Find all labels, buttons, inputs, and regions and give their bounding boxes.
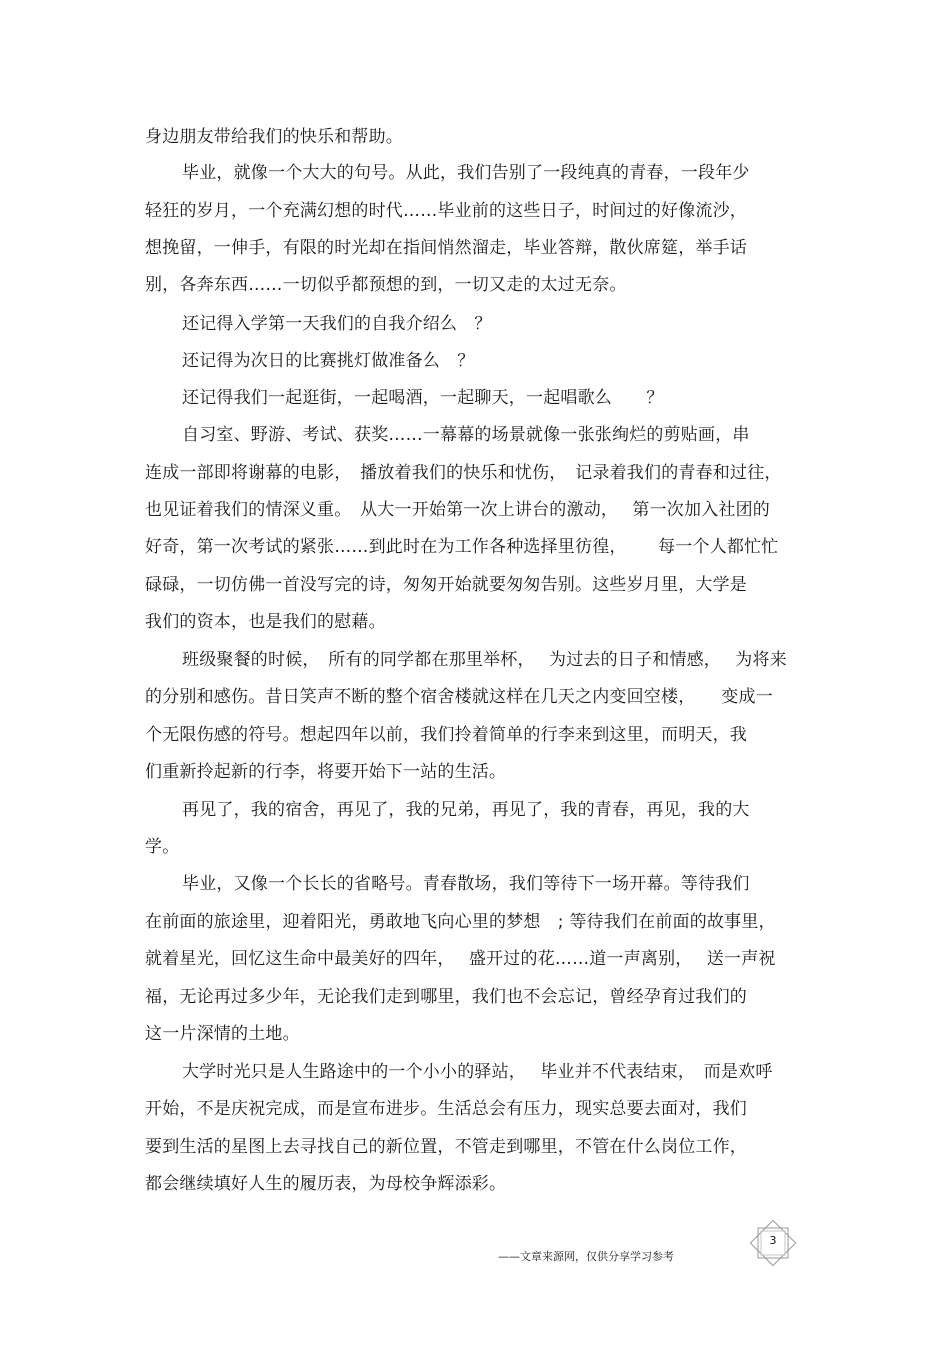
text-line: 开始，不是庆祝完成，而是宣布进步。生活总会有压力，现实总要去面对，我们 xyxy=(145,1099,747,1119)
text-line: 要到生活的星图上去寻找自己的新位置，不管走到哪里，不管在什么岗位工作， xyxy=(145,1137,747,1157)
text-line: 个无限伤感的符号。想起四年以前，我们拎着简单的行李来到这里，而明天，我 xyxy=(145,725,747,745)
text-line: 都会继续填好人生的履历表，为母校争辉添彩。 xyxy=(145,1174,507,1194)
text-line: 的分别和感伤。昔日笑声不断的整个宿舍楼就这样在几天之内变回空楼， 变成一 xyxy=(145,687,773,707)
text-line: 轻狂的岁月，一个充满幻想的时代……毕业前的这些日子，时间过的好像流沙， xyxy=(145,201,747,221)
text-line: 还记得我们一起逛街，一起喝酒，一起聊天，一起唱歌么 ？ xyxy=(182,388,664,408)
text-line: 大学时光只是人生路途中的一个小小的驿站， 毕业并不代表结束， 而是欢呼 xyxy=(182,1062,773,1082)
text-line: 福，无论再过多少年，无论我们走到哪里，我们也不会忘记，曾经孕育过我们的 xyxy=(145,987,747,1007)
page-number: 3 xyxy=(769,1234,777,1247)
text-line: 好奇，第一次考试的紧张……到此时在为工作各种选择里彷徨， 每一个人都忙忙 xyxy=(145,537,779,557)
text-line: 再见了，我的宿舍，再见了，我的兄弟，再见了，我的青春，再见，我的大 xyxy=(182,800,750,820)
text-line: 就着星光，回忆这生命中最美好的四年， 盛开过的花……道一声离别， 送一声祝 xyxy=(145,949,776,969)
text-line: 碌碌，一切仿佛一首没写完的诗，匆匆开始就要匆匆告别。这些岁月里，大学是 xyxy=(145,575,747,595)
text-line: 学。 xyxy=(145,837,180,857)
text-line: 身边朋友带给我们的快乐和帮助。 xyxy=(145,127,403,147)
text-line: 我们的资本，也是我们的慰藉。 xyxy=(145,612,386,632)
text-line: 们重新拎起新的行李，将要开始下一站的生活。 xyxy=(145,762,507,782)
text-line: 在前面的旅途里，迎着阳光，勇敢地飞向心里的梦想 ; 等待我们在前面的故事里， xyxy=(145,912,776,932)
text-line: 这一片深情的土地。 xyxy=(145,1024,300,1044)
text-line: 还记得入学第一天我们的自我介绍么 ？ xyxy=(182,314,492,334)
text-line: 自习室、野游、考试、获奖……一幕幕的场景就像一张张绚烂的剪贴画，串 xyxy=(182,425,750,445)
text-line: 毕业，又像一个长长的省略号。青春散场，我们等待下一场开幕。等待我们 xyxy=(182,874,750,894)
text-line: 班级聚餐的时候， 所有的同学都在那里举杯， 为过去的日子和情感， 为将来 xyxy=(182,650,787,670)
text-line: 想挽留，一伸手，有限的时光却在指间悄然溜走，毕业答辩，散伙席筵，举手话 xyxy=(145,238,747,258)
source-note: ——文章来源网，仅供分享学习参考 xyxy=(498,1250,674,1263)
page-number-badge xyxy=(748,1220,798,1266)
text-line: 也见证着我们的情深义重。 从大一开始第一次上讲台的激动， 第一次加入社团的 xyxy=(145,500,771,520)
text-line: 还记得为次日的比赛挑灯做准备么 ？ xyxy=(182,351,475,371)
text-line: 毕业，就像一个大大的句号。从此，我们告别了一段纯真的青春，一段年少 xyxy=(182,163,750,183)
text-line: 连成一部即将谢幕的电影， 播放着我们的快乐和忧伤， 记录着我们的青春和过往， xyxy=(145,463,782,483)
text-line: 别，各奔东西……一切似乎都预想的到，一切又走的太过无奈。 xyxy=(145,275,627,295)
